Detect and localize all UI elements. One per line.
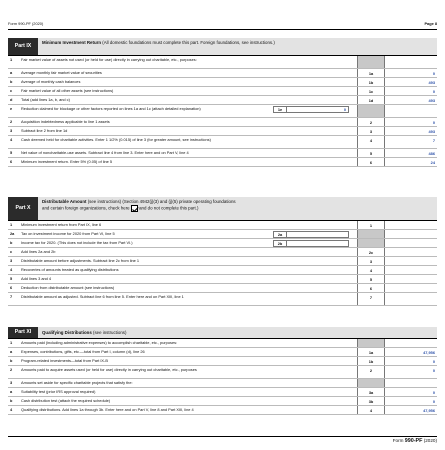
form-line-row — [8, 397, 437, 406]
line-label-box: 6 — [357, 284, 385, 292]
line-label-box: 2 — [357, 366, 385, 378]
form-line-row — [8, 275, 437, 284]
part-ix-header — [8, 38, 437, 56]
inner-amount-field[interactable] — [287, 231, 349, 238]
part-xi-title — [42, 330, 433, 336]
line-number: 2 — [10, 367, 13, 372]
line-label-box: 2 — [357, 118, 385, 126]
line-label-box: 3a — [357, 388, 385, 396]
part-xi-tag: Part XI — [8, 327, 38, 338]
part-xi-rows — [8, 339, 437, 415]
form-line-row — [8, 284, 437, 293]
line-description: Add lines 2a and 2b — [21, 250, 56, 254]
part-xi-title-rest: (see instructions) — [91, 330, 127, 335]
line-number: 4 — [10, 407, 13, 412]
page-footer — [393, 438, 437, 444]
inner-line-label: 2b — [273, 240, 287, 247]
line-description: Amounts paid (including administrative expenses) to accomplish charitable, etc., purposes: — [21, 341, 178, 345]
line-description: Minimum investment return from Part IX, line 6 — [21, 223, 102, 227]
line-number: b — [10, 358, 13, 363]
line-number: 2a — [10, 231, 15, 236]
line-label-box: 1c — [357, 87, 385, 95]
part-ix-section — [8, 38, 437, 167]
inner-amount-field[interactable]: 0 — [287, 106, 349, 113]
amount-field[interactable]: 0 — [432, 88, 435, 94]
line-label-box: 3b — [357, 397, 385, 405]
form-line-row — [8, 149, 437, 158]
amount-field[interactable]: 493 — [428, 128, 435, 134]
line-description: Net value of noncharitable-use assets. Subtract line 4 from line 3. Enter here and on Part V, line 4 — [21, 151, 189, 155]
line-label-box: 5 — [357, 149, 385, 157]
part-x-tag: Part X — [8, 197, 38, 220]
amount-field[interactable]: 24 — [430, 159, 435, 165]
form-line-row — [8, 96, 437, 105]
amount-field[interactable]: 47,956 — [423, 349, 435, 355]
form-line-row — [8, 366, 437, 379]
footer-form-label: Form — [392, 438, 404, 443]
form-line-row — [8, 248, 437, 257]
part-x-title-line2b: and do not complete this part.) — [139, 205, 199, 211]
form-line-row — [8, 339, 437, 348]
line-number: 1 — [10, 340, 13, 345]
line-number: c — [10, 249, 13, 254]
form-line-row — [8, 266, 437, 275]
line-label-box: 1a — [357, 348, 385, 356]
line-label-box — [357, 239, 385, 247]
inner-amount-field[interactable] — [287, 240, 349, 247]
line-label-box — [357, 230, 385, 238]
part-x-title-bold: Distributable Amount — [42, 199, 87, 204]
part-x-title-line2a: and certain foreign organizations, check here — [42, 205, 130, 211]
footer-form-number: 990-PF — [404, 438, 423, 444]
amount-field[interactable]: 47,956 — [423, 407, 435, 413]
line-description: Fair market value of assets not used (or held for use) directly in carrying out charitable, etc., purposes: — [21, 58, 197, 62]
line-number: 4 — [10, 267, 13, 272]
line-label-box: 1a — [357, 69, 385, 77]
line-label-box: 3 — [357, 257, 385, 265]
line-number: 6 — [10, 285, 13, 290]
form-line-row — [8, 136, 437, 149]
form-line-row — [8, 69, 437, 78]
part-x-title — [42, 199, 433, 212]
line-label-box — [357, 339, 385, 347]
line-label-box — [357, 379, 385, 387]
page-number: Page 8 — [424, 21, 437, 26]
inner-line-label: 1e — [273, 106, 287, 113]
line-label-box: 6 — [357, 158, 385, 166]
line-number: b — [10, 398, 13, 403]
part-xi-section — [8, 327, 437, 415]
line-description: Average of monthly cash balances — [21, 80, 81, 84]
line-number: e — [10, 106, 13, 111]
line-description: Average monthly fair market value of securities — [21, 71, 102, 75]
part-x-title-rest: (see instructions) (Section 4942(j)(3) and (j)(5) private operating foundations — [86, 199, 236, 204]
line-description: Minimum investment return. Enter 5% (0.05) of line 5 — [21, 160, 113, 164]
form-line-row — [8, 257, 437, 266]
line-description: Income tax for 2020. (This does not include the tax from Part VI.) — [21, 241, 133, 245]
part-x-rows — [8, 221, 437, 306]
form-line-row — [8, 379, 437, 388]
form-line-row — [8, 158, 437, 167]
line-number: 3 — [10, 380, 13, 385]
part-ix-rows — [8, 56, 437, 167]
line-description: Fair market value of all other assets (see instructions) — [21, 89, 114, 93]
line-number: 5 — [10, 276, 13, 281]
form-line-row — [8, 293, 437, 306]
line-description: Amounts paid to acquire assets used (or held for use) directly in carrying out charitable, etc., purposes — [21, 368, 197, 372]
amount-field[interactable]: 493 — [428, 97, 435, 103]
form-line-row — [8, 388, 437, 397]
line-label-box: 4 — [357, 136, 385, 148]
line-number: a — [10, 349, 13, 354]
part-ix-title — [42, 40, 433, 46]
amount-field[interactable]: 0 — [432, 119, 435, 125]
line-label-box: 1b — [357, 78, 385, 86]
form-line-row — [8, 118, 437, 127]
line-label-box: 1d — [357, 96, 385, 104]
line-label-box — [357, 105, 385, 117]
form-line-row — [8, 221, 437, 230]
line-label-box: 1b — [357, 357, 385, 365]
form-line-row — [8, 56, 437, 69]
amount-field[interactable]: 7 — [432, 137, 435, 143]
line-label-box: 7 — [357, 293, 385, 305]
line-description: Cash distribution test (attach the required schedule) — [21, 399, 111, 403]
line-description: Add lines 3 and 4 — [21, 277, 52, 281]
line-description: Reduction claimed for blockage or other factors reported on lines 1a and 1c (attach detailed explanation) — [21, 107, 201, 111]
line-description: Amounts set aside for specific charitable projects that satisfy the: — [21, 381, 133, 385]
part-x-section — [8, 197, 437, 306]
footer-rule — [8, 436, 437, 437]
amount-field[interactable]: 493 — [428, 79, 435, 85]
line-number: d — [10, 97, 13, 102]
line-description: Tax on investment income for 2020 from Part VI, line 5 — [21, 232, 115, 236]
footer-year: (2020) — [423, 438, 437, 443]
part-xi-header — [8, 327, 437, 339]
line-label-box: 5 — [357, 275, 385, 283]
part-xi-title-bold: Qualifying Distributions — [42, 330, 92, 335]
line-description: Distributable amount before adjustments. Subtract line 2c from line 1 — [21, 259, 140, 263]
line-number: 3 — [10, 128, 13, 133]
form-line-row — [8, 127, 437, 136]
line-description: Distributable amount as adjusted. Subtract line 6 from line 5. Enter here and on Part XIII, line 1 — [21, 295, 184, 299]
form-line-row — [8, 87, 437, 96]
line-number: 4 — [10, 137, 13, 142]
part-ix-tag: Part IX — [8, 38, 38, 55]
part-ix-title-rest: (All domestic foundations must complete this part. Foreign foundations, see instructions.) — [101, 40, 275, 45]
line-description: Total (add lines 1a, b, and c) — [21, 98, 70, 102]
line-label-box: 4 — [357, 406, 385, 414]
line-description: Cash deemed held for charitable activities. Enter 1 1/2% (0.015) of line 3 (for greater amount, see instructions) — [21, 138, 211, 142]
line-number: 2 — [10, 119, 13, 124]
private-operating-foundation-checkbox[interactable] — [131, 205, 138, 212]
form-line-row — [8, 78, 437, 87]
line-number: 5 — [10, 150, 13, 155]
line-number: 1 — [10, 222, 13, 227]
amount-field[interactable]: 0 — [432, 389, 435, 395]
line-description: Expenses, contributions, gifts, etc.—total from Part I, column (d), line 26 — [21, 350, 145, 354]
amount-field[interactable]: 486 — [428, 150, 435, 156]
line-description: Acquisition indebtedness applicable to line 1 assets — [21, 120, 110, 124]
line-number: b — [10, 79, 13, 84]
amount-field[interactable]: 0 — [432, 358, 435, 364]
line-description: Deduction from distributable amount (see instructions) — [21, 286, 115, 290]
line-description: Subtract line 2 from line 1d — [21, 129, 68, 133]
form-line-row — [8, 239, 437, 248]
line-label-box: 4 — [357, 266, 385, 274]
line-number: 1 — [10, 57, 13, 62]
page-header — [8, 8, 437, 30]
line-label-box: 3 — [357, 127, 385, 135]
line-number: b — [10, 240, 13, 245]
form-line-row — [8, 406, 437, 415]
part-x-header — [8, 197, 437, 221]
amount-field[interactable]: 0 — [432, 70, 435, 76]
line-label-box: 1 — [357, 221, 385, 229]
line-number: a — [10, 389, 13, 394]
line-number: 6 — [10, 159, 13, 164]
amount-field[interactable]: 0 — [432, 367, 435, 373]
line-description: Suitability test (prior IRS approval required) — [21, 390, 96, 394]
form-number: Form 990-PF (2020) — [8, 21, 44, 26]
line-number: c — [10, 88, 13, 93]
line-label-box: 2c — [357, 248, 385, 256]
line-number: 7 — [10, 294, 13, 299]
line-description: Program-related investments—total from Part IX-B — [21, 359, 108, 363]
line-number: a — [10, 70, 13, 75]
form-line-row — [8, 357, 437, 366]
form-line-row — [8, 230, 437, 239]
line-description: Recoveries of amounts treated as qualifying distributions — [21, 268, 119, 272]
part-ix-title-bold: Minimum Investment Return — [42, 40, 102, 45]
line-number: 3 — [10, 258, 13, 263]
line-label-box — [357, 56, 385, 68]
line-description: Qualifying distributions. Add lines 1a through 3b. Enter here and on Part V, line 8 and Part XIII, line 4 — [21, 408, 194, 412]
amount-field[interactable]: 0 — [432, 398, 435, 404]
inner-line-label: 2a — [273, 231, 287, 238]
form-line-row — [8, 105, 437, 118]
form-line-row — [8, 348, 437, 357]
